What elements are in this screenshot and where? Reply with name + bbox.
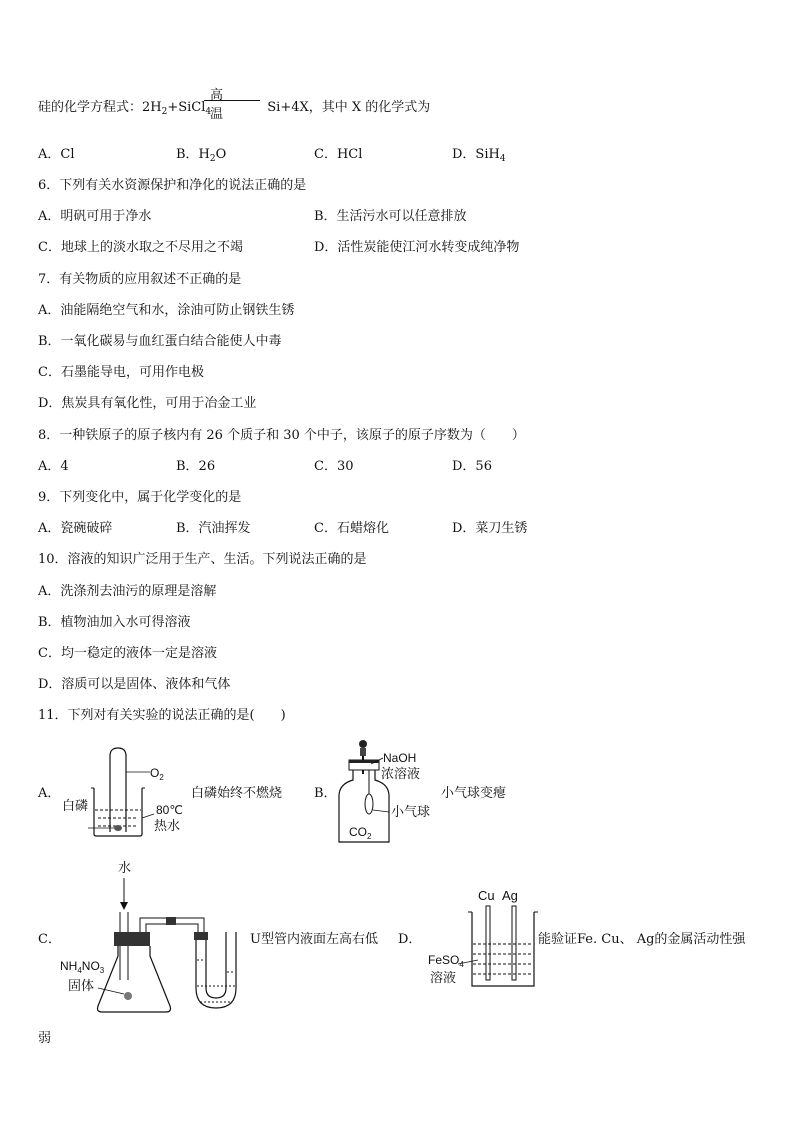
q6-option-d: D．活性炭能使江河水转变成纯净物 <box>314 240 520 255</box>
q11-option-c-letter: C． <box>38 932 61 947</box>
q8-option-c: C．30 <box>314 459 354 474</box>
q5-option-a: A．Cl <box>38 147 75 162</box>
q5-option-c: C．HCl <box>314 147 363 162</box>
q11-option-d-desc: 能验证Fe. Cu、 Ag的金属活动性强 <box>538 932 746 947</box>
q6-option-c: C．地球上的淡水取之不尽用之不竭 <box>38 240 243 255</box>
label-white-phosphorus: 白磷 <box>62 798 89 813</box>
q10-option-b: B．植物油加入水可得溶液 <box>38 615 191 630</box>
label-co2: $CO_2$ <box>349 825 372 841</box>
label-small-balloon: 小气球 <box>391 804 431 819</box>
q7-option-d: D．焦炭具有氧化性，可用于冶金工业 <box>38 396 257 411</box>
label-nh4no3: $NH_4NO_3$ <box>60 959 105 975</box>
label-solid: 固体 <box>68 978 95 993</box>
q11-b-apparatus <box>335 736 455 846</box>
q8-stem: 8．一种铁原子的原子核内有 26 个质子和 30 个中子，该原子的原子序数为（ ） <box>38 428 525 443</box>
q9-option-c: C．石蜡熔化 <box>314 521 389 536</box>
q9-option-d: D．菜刀生锈 <box>452 521 528 536</box>
q11-d-apparatus <box>420 884 540 994</box>
q11-option-b-letter: B． <box>314 786 337 801</box>
q7-option-a: A．油能隔绝空气和水，涂油可防止钢铁生锈 <box>38 303 295 318</box>
q6-stem: 6．下列有关水资源保护和净化的说法正确的是 <box>38 178 307 193</box>
q6-option-a: A．明矾可用于净水 <box>38 209 152 224</box>
q9-stem: 9．下列变化中，属于化学变化的是 <box>38 490 242 505</box>
q9-option-b: B．汽油挥发 <box>176 521 251 536</box>
q7-option-c: C．石墨能导电，可用作电极 <box>38 365 204 380</box>
q11-a-apparatus <box>58 748 198 838</box>
q11-stem: 11．下列对有关实验的说法正确的是( ) <box>38 708 286 723</box>
reaction-arrow-line <box>204 100 260 101</box>
q11-option-c-desc: U型管内液面左高右低 <box>250 932 378 947</box>
q5-stem: 硅的化学方程式：$2H_2+SiCl_4$ Si+4X，其中 X 的化学式为 <box>38 100 431 117</box>
q11-option-d-letter: D． <box>398 932 422 947</box>
q10-option-d: D．溶质可以是固体、液体和气体 <box>38 677 231 692</box>
label-hot-water: 热水 <box>154 818 181 833</box>
condition-high-temp: 高温 <box>210 88 224 122</box>
q10-stem: 10．溶液的知识广泛用于生产、生活。下列说法正确的是 <box>38 552 367 567</box>
q7-option-b: B．一氧化碳易与血红蛋白结合能使人中毒 <box>38 334 282 349</box>
q11-option-d-desc-cont: 弱 <box>38 1031 52 1046</box>
q7-stem: 7．有关物质的应用叙述不正确的是 <box>38 272 242 287</box>
q10-option-c: C．均一稳定的液体一定是溶液 <box>38 646 217 661</box>
label-temp: 80℃ <box>156 803 183 817</box>
q8-option-b: B．26 <box>176 459 216 474</box>
q10-option-a: A．洗涤剂去油污的原理是溶解 <box>38 584 217 599</box>
q11-c-apparatus <box>58 856 258 1021</box>
label-cu: Cu <box>478 888 495 903</box>
q11-option-b-desc: 小气球变瘪 <box>441 786 507 801</box>
label-water: 水 <box>118 860 132 875</box>
label-naoh: NaOH <box>383 751 417 765</box>
q11-option-a-desc: 白磷始终不燃烧 <box>191 786 283 801</box>
label-concentrated-solution: 浓溶液 <box>381 766 421 781</box>
q9-option-a: A．瓷碗破碎 <box>38 521 113 536</box>
label-feso4: FeSO$_4$ <box>428 953 464 969</box>
q6-option-b: B．生活污水可以任意排放 <box>314 209 467 224</box>
label-solution: 溶液 <box>430 970 457 985</box>
q5-option-b: B．$H_2O$ <box>176 147 227 164</box>
q8-option-d: D．56 <box>452 459 492 474</box>
q5-option-d: D．SiH$_4$ <box>452 147 506 164</box>
label-ag: Ag <box>502 888 518 903</box>
q11-option-a-letter: A． <box>38 786 61 801</box>
label-o2: $O_2$ <box>150 766 164 782</box>
q8-option-a: A．4 <box>38 459 69 474</box>
